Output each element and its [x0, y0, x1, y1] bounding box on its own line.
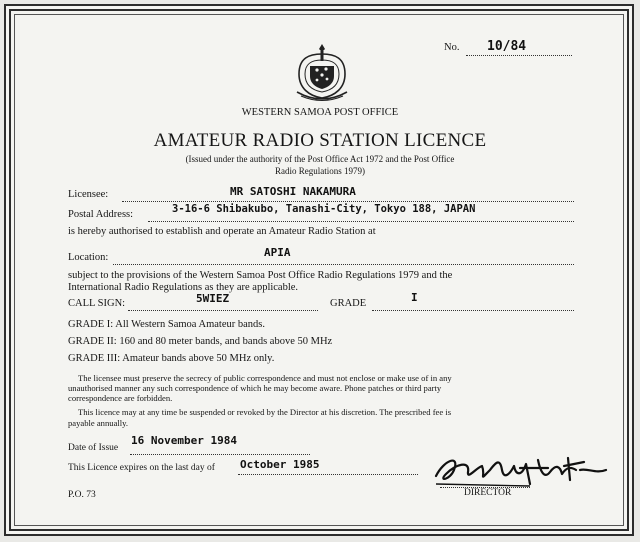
authorised-text: is hereby authorised to establish and operate an Amateur Radio Station at — [68, 226, 376, 237]
issuer-heading: WESTERN SAMOA POST OFFICE — [241, 107, 399, 118]
location-label: Location: — [68, 252, 109, 263]
subject-line-2: International Radio Regulations as they are applicable. — [68, 282, 299, 293]
licence-no-label: No. — [444, 42, 460, 53]
grade-description: GRADE II: 160 and 80 meter bands, and bands above 50 MHz — [68, 336, 333, 347]
location-value: APIA — [264, 246, 291, 259]
call-sign-value: 5WIEZ — [196, 292, 230, 305]
licensee-value: MR SATOSHI NAKAMURA — [230, 185, 356, 198]
subject-line-1: subject to the provisions of the Western Samoa Post Office Radio Regulations 1979 and the — [68, 270, 453, 281]
expiry-value: October 1985 — [240, 458, 320, 471]
subtitle-line-1: (Issued under the authority of the Post Office Act 1972 and the Post Office — [185, 154, 455, 164]
date-of-issue-label: Date of Issue — [68, 443, 119, 453]
licence-title: AMATEUR RADIO STATION LICENCE — [153, 130, 487, 151]
secrecy-line-3: correspondence are forbidden. — [68, 393, 173, 403]
subtitle-line-2: Radio Regulations 1979) — [275, 166, 365, 176]
postal-address-value: 3-16-6 Shibakubo, Tanashi-City, Tokyo 188, JAPAN — [172, 203, 476, 215]
licence-no-value: 10/84 — [487, 39, 527, 54]
grade-description: GRADE I: All Western Samoa Amateur bands. — [68, 319, 265, 330]
coat-of-arms-icon — [293, 40, 351, 104]
secrecy-line-1: The licensee must preserve the secrecy of public correspondence and must not enclose or make use of in any — [78, 373, 452, 383]
form-number: P.O. 73 — [68, 490, 96, 500]
call-sign-label: CALL SIGN: — [68, 298, 126, 309]
grade-label: GRADE — [330, 298, 367, 309]
postal-address-label: Postal Address: — [68, 209, 134, 220]
date-of-issue-value: 16 November 1984 — [131, 434, 237, 447]
director-signature — [430, 446, 610, 492]
suspend-line-2: payable annually. — [68, 418, 129, 428]
director-label: DIRECTOR — [464, 488, 512, 498]
grade-description: GRADE III: Amateur bands above 50 MHz only. — [68, 353, 275, 364]
secrecy-line-2: unauthorised manner any such correspondence of which he may become aware. Phone patches or third party — [68, 383, 442, 393]
suspend-line-1: This licence may at any time be suspended or revoked by the Director at his discretion. The prescribed fee is — [78, 407, 452, 417]
expiry-label: This Licence expires on the last day of — [68, 463, 215, 473]
grade-value: I — [411, 291, 418, 304]
licensee-label: Licensee: — [68, 189, 109, 200]
